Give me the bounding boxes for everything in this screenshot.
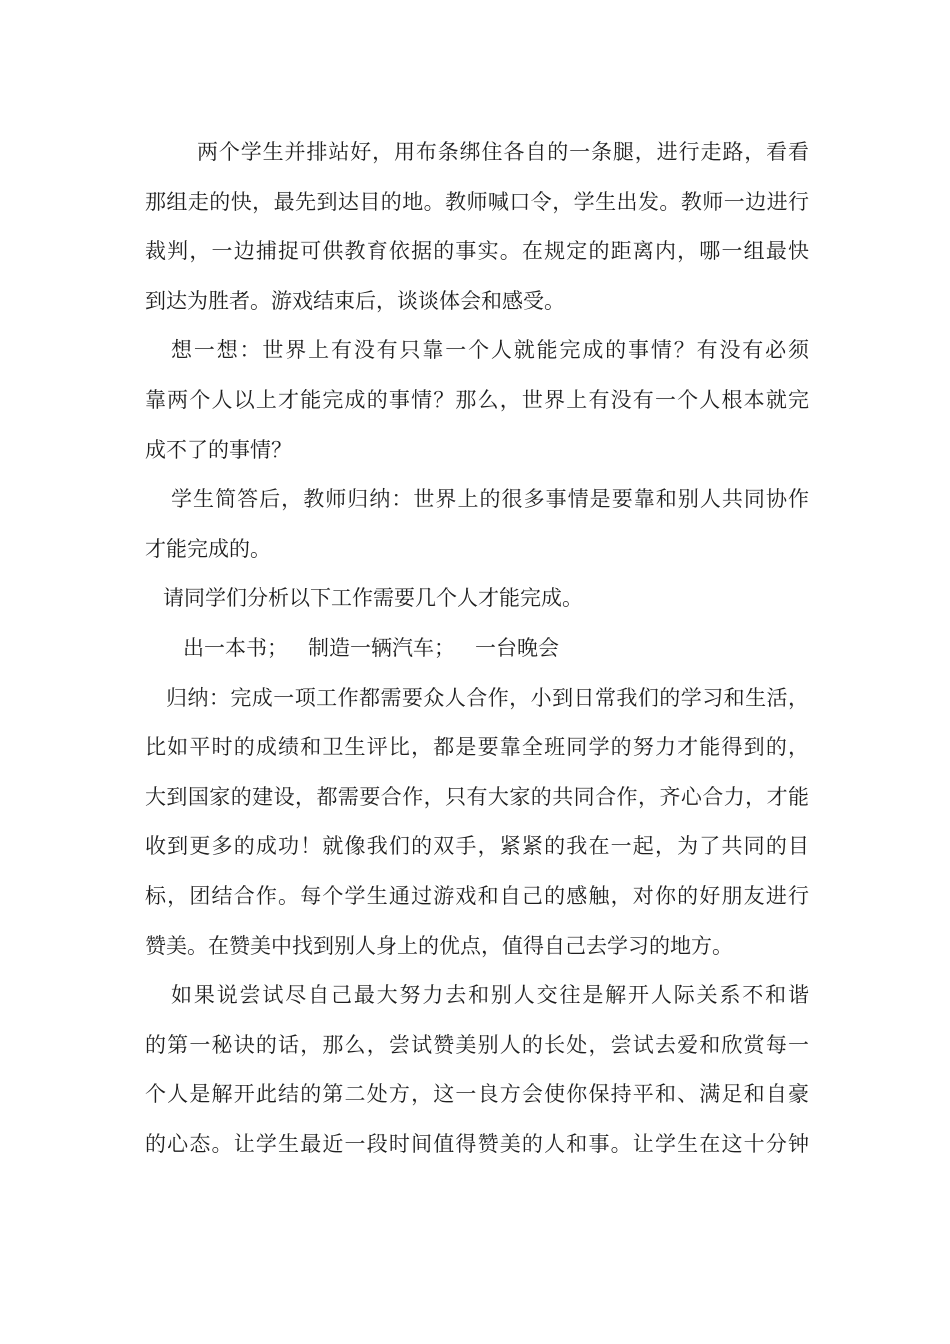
paragraph-line: 归纳：完成一项工作都需要众人合作，小到日常我们的学习和生活， — [166, 685, 809, 710]
paragraph-line: 学生简答后，教师归纳：世界上的很多事情是要靠和别人共同协作 — [171, 487, 809, 512]
paragraph-line: 才能完成的。 — [145, 536, 271, 561]
paragraph-line: 大到国家的建设，都需要合作，只有大家的共同合作，齐心合力，才能 — [145, 784, 809, 809]
paragraph-line: 出一本书； 制造一辆汽车； 一台晚会 — [183, 635, 560, 660]
paragraph-line: 比如平时的成绩和卫生评比，都是要靠全班同学的努力才能得到的， — [145, 735, 809, 760]
paragraph-line: 收到更多的成功！就像我们的双手，紧紧的我在一起，为了共同的目 — [145, 834, 809, 859]
paragraph-line: 赞美。在赞美中找到别人身上的优点，值得自己去学习的地方。 — [145, 933, 733, 958]
paragraph-line: 标，团结合作。每个学生通过游戏和自己的感触，对你的好朋友进行 — [145, 883, 809, 908]
paragraph-line: 裁判，一边捕捉可供教育依据的事实。在规定的距离内，哪一组最快 — [145, 239, 809, 264]
paragraph-line: 个人是解开此结的第二处方，这一良方会使你保持平和、满足和自豪 — [145, 1082, 809, 1107]
paragraph-line: 请同学们分析以下工作需要几个人才能完成。 — [163, 586, 583, 611]
paragraph-line: 靠两个人以上才能完成的事情？那么，世界上有没有一个人根本就完 — [145, 387, 809, 412]
paragraph-line: 想一想：世界上有没有只靠一个人就能完成的事情？有没有必须 — [171, 338, 809, 363]
document-body — [145, 128, 809, 1169]
paragraph-line: 那组走的快，最先到达目的地。教师喊口令，学生出发。教师一边进行 — [145, 189, 809, 214]
paragraph-line: 的第一秘诀的话，那么，尝试赞美别人的长处，尝试去爱和欣赏每一 — [145, 1032, 809, 1057]
paragraph-line: 到达为胜者。游戏结束后，谈谈体会和感受。 — [145, 288, 565, 313]
paragraph-line: 成不了的事情？ — [145, 437, 292, 462]
paragraph-line: 的心态。让学生最近一段时间值得赞美的人和事。让学生在这十分钟 — [145, 1131, 809, 1156]
paragraph-line: 两个学生并排站好，用布条绑住各自的一条腿，进行走路，看看 — [197, 140, 809, 164]
paragraph-line: 如果说尝试尽自己最大努力去和别人交往是解开人际关系不和谐 — [171, 983, 809, 1008]
